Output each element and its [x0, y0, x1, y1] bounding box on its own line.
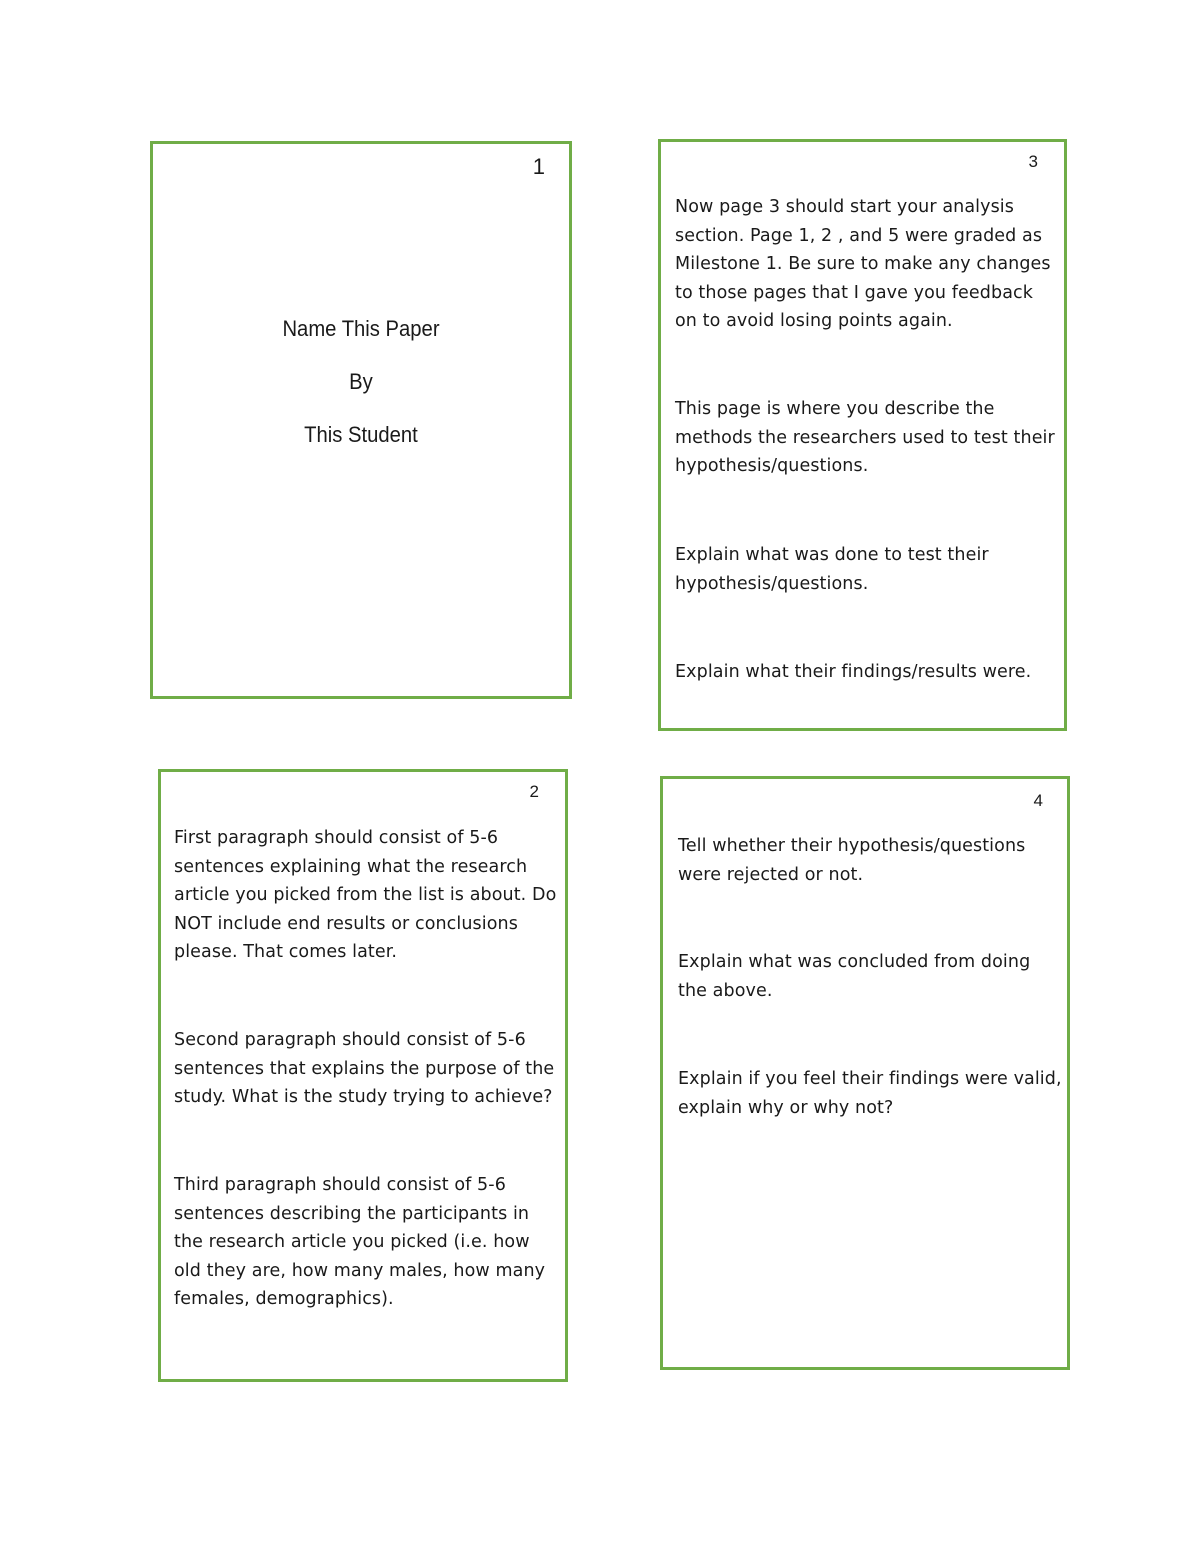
paragraph: Explain if you feel their findings were valid, explain why or why not? — [678, 1069, 1062, 1118]
paragraph: Explain what their findings/results were. — [675, 662, 1032, 682]
paragraph: Second paragraph should consist of 5-6 sentences that explains the purpose of the study. What is the study trying to achieve? — [174, 1030, 555, 1108]
page-number: 3 — [1028, 152, 1038, 171]
page-number: 4 — [1033, 791, 1043, 810]
paragraph: Explain what was done to test their hypothesis/questions. — [675, 545, 989, 594]
paragraph: This page is where you describe the methods the researchers used to test their hypothesis/questions. — [675, 399, 1055, 477]
paragraph: Now page 3 should start your analysis section. Page 1, 2 , and 5 were graded as Milestone 1. Be sure to make any changes to those pages that I gave you feedback on to avoid losing points again. — [675, 197, 1051, 332]
author-name: This Student — [304, 422, 418, 447]
page-card-2 — [158, 769, 568, 1382]
page-number: 2 — [529, 782, 539, 801]
paragraph: Tell whether their hypothesis/questions were rejected or not. — [678, 836, 1026, 885]
by-line: By — [349, 369, 373, 394]
page-card-1 — [150, 141, 572, 699]
page-card-4 — [660, 776, 1070, 1370]
paper-title: Name This Paper — [282, 316, 440, 341]
paragraph: Third paragraph should consist of 5-6 sentences describing the participants in the research article you picked (i.e. how old they are, how many males, how many females, demographics). — [174, 1175, 546, 1310]
paragraph: First paragraph should consist of 5-6 sentences explaining what the research article you picked from the list is about. Do NOT include end results or conclusions please. That comes later. — [174, 828, 557, 963]
paragraph: Explain what was concluded from doing the above. — [678, 952, 1031, 1001]
title-block — [170, 302, 553, 461]
page-card-3 — [658, 139, 1067, 731]
page-number: 1 — [532, 154, 545, 179]
